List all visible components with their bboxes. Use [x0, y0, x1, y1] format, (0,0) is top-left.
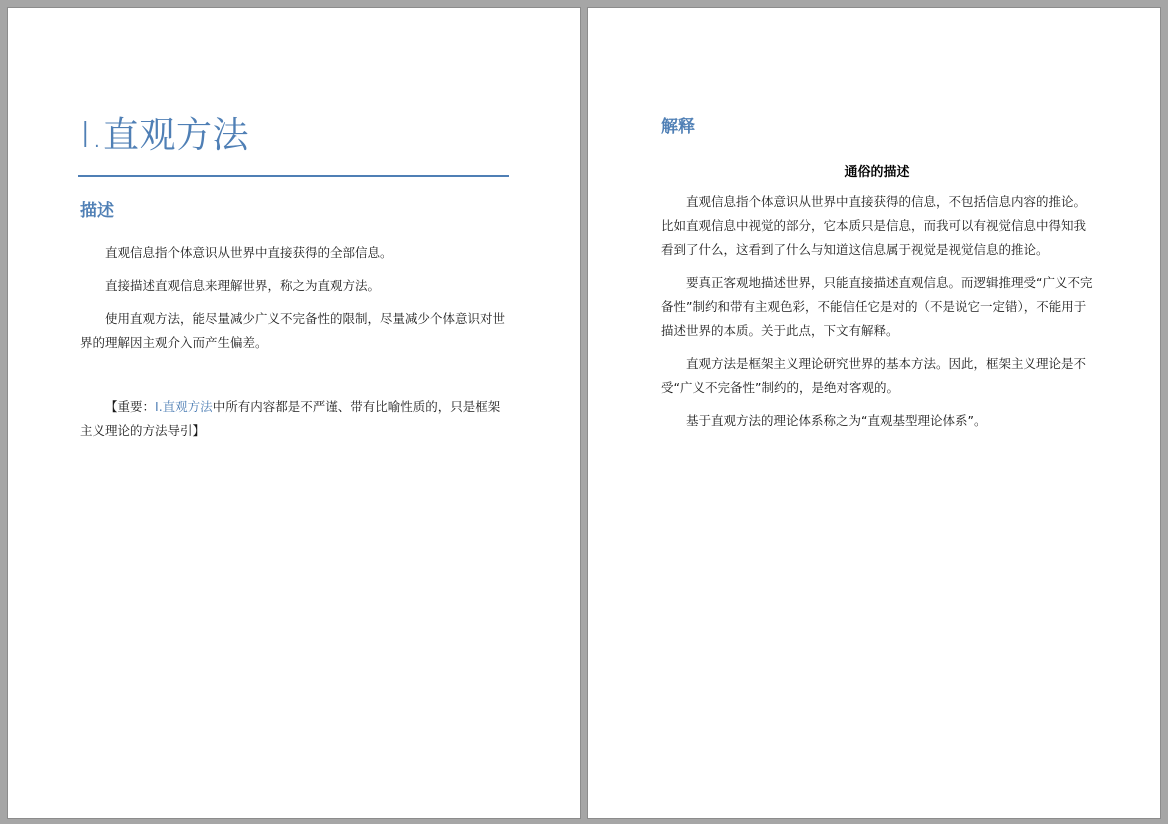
document-page-left [8, 8, 580, 818]
note-prefix: 【重要： [105, 399, 156, 414]
note-paragraph [80, 395, 512, 443]
description-body [80, 241, 512, 364]
paragraph: 直观信息指个体意识从世界中直接获得的信息，不包括信息内容的推论。比如直观信息中视觉的部分，它本质只是信息，而我可以有视觉信息中得知我看到了什么，这看到了什么与知道这信息属于视觉是视觉信息的推论。 [661, 194, 1087, 257]
title-underline [78, 175, 509, 177]
subheading: 通俗的描述 [844, 165, 910, 180]
document-page-right [588, 8, 1160, 818]
paragraph: 直接描述直观信息来理解世界，称之为直观方法。 [105, 278, 381, 293]
paragraph: 基于直观方法的理论体系称之为“直观基型理论体系”。 [686, 413, 987, 428]
paragraph: 使用直观方法，能尽量减少广义不完备性的限制，尽量减少个体意识对世界的理解因主观介入而产生偏差。 [80, 311, 506, 350]
paragraph: 直观信息指个体意识从世界中直接获得的全部信息。 [105, 245, 393, 260]
note-link[interactable]: I.直观方法 [155, 399, 213, 414]
important-note [80, 395, 512, 452]
paragraph: 直观方法是框架主义理论研究世界的基本方法。因此，框架主义理论是不受“广义不完备性”制约的，是绝对客观的。 [661, 356, 1087, 395]
note-suffix: 中所有内容都是不严谨、带有比喻性质的，只是框架主义理论的方法导引】 [80, 399, 501, 438]
paragraph: 要真正客观地描述世界，只能直接描述直观信息。而逻辑推理受“广义不完备性”制约和带有主观色彩，不能信任它是对的（不是说它一定错），不能用于描述世界的本质。关于此点，下文有解释。 [661, 275, 1093, 338]
explanation-body [661, 162, 1093, 442]
section-heading-explanation: 解释 [661, 117, 695, 137]
chapter-title: I.直观方法 [80, 115, 250, 156]
section-heading-description: 描述 [80, 201, 114, 221]
